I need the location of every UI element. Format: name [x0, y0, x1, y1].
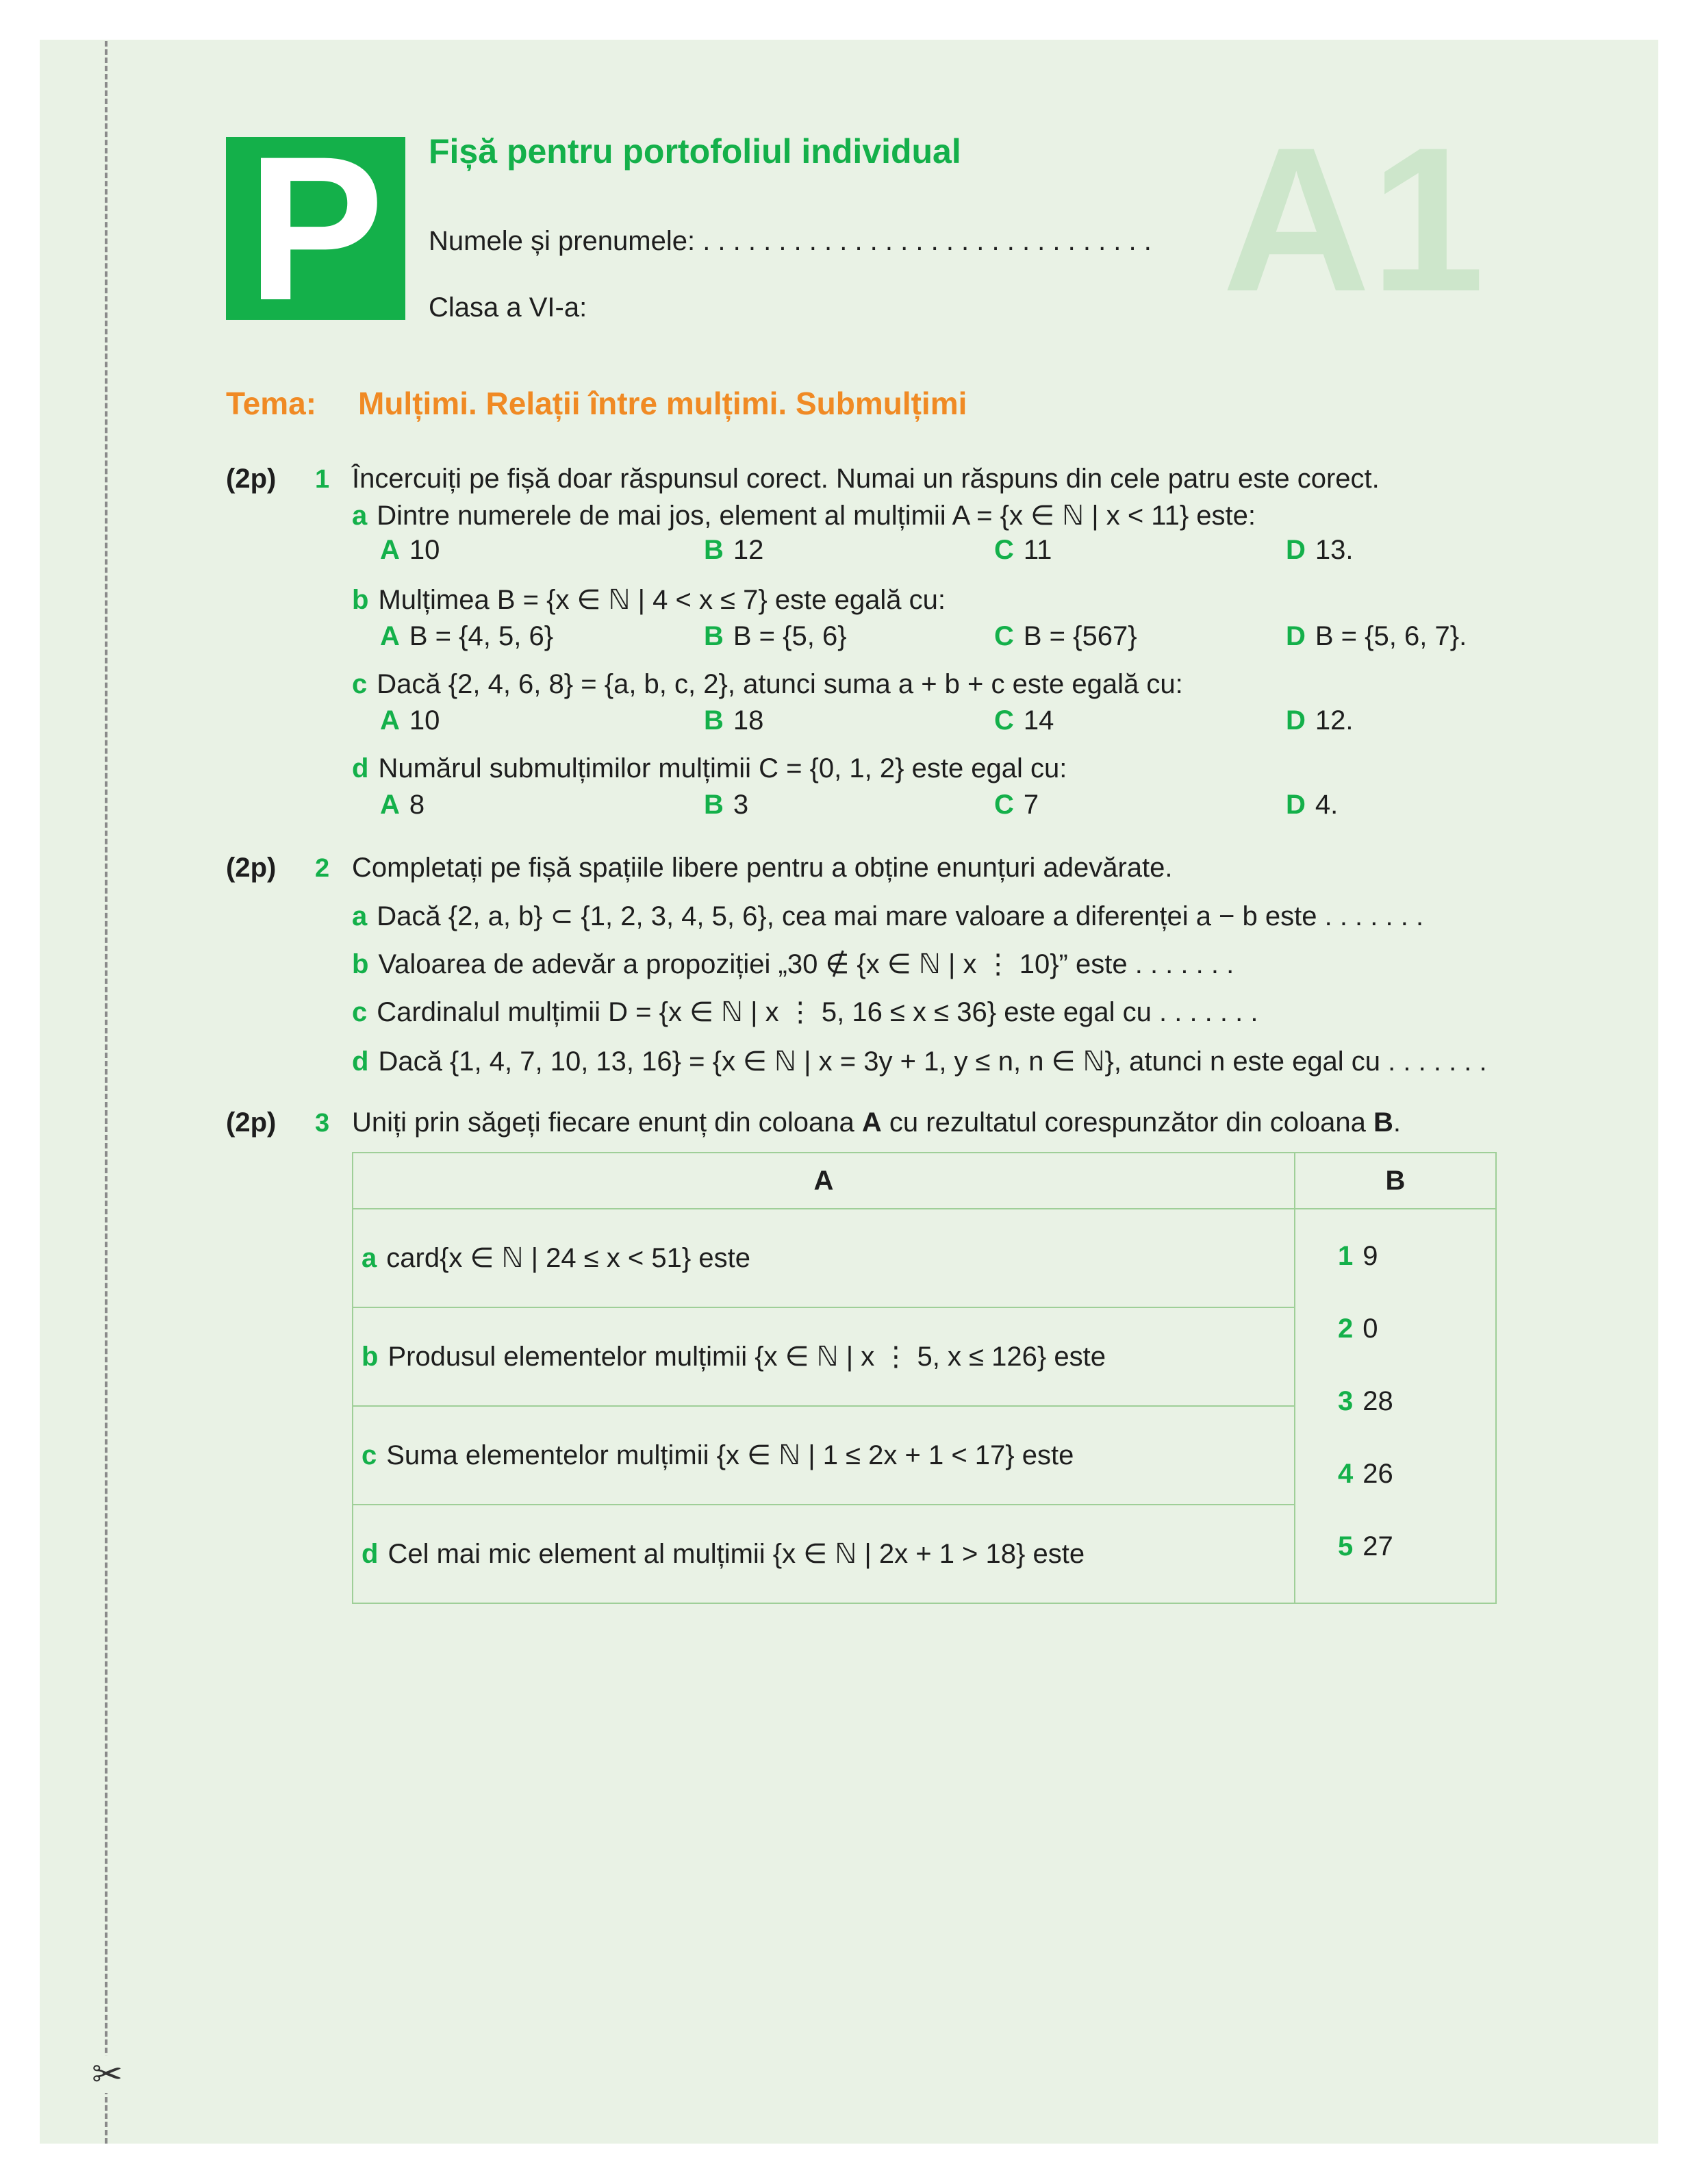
class-label: Clasa a VI-a:: [429, 292, 587, 323]
theme-label: Tema:: [226, 386, 317, 421]
page-title: Fișă pentru portofoliul individual: [429, 132, 961, 171]
sub-question-a: a Dintre numerele de mai jos, element al mulțimii A = {x ∈ ℕ | x < 11} este:: [352, 501, 1256, 531]
points: (2p): [226, 464, 277, 494]
answer-option[interactable]: C B = {567}: [994, 621, 1137, 651]
answer-option[interactable]: A 10: [380, 535, 440, 565]
sub-question-c: c Dacă {2, 4, 6, 8} = {a, b, c, 2}, atunci suma a + b + c este egală cu:: [352, 669, 1183, 699]
name-blank: . . . . . . . . . . . . . . . . . . . . . . . . . . . . . .: [702, 226, 1152, 256]
answer-option[interactable]: C 7: [994, 790, 1039, 820]
answer-option[interactable]: D 13.: [1286, 535, 1354, 565]
table-row-c: c Suma elementelor mulțimii {x ∈ ℕ | 1 ≤ 2x + 1 < 17} este: [353, 1406, 1295, 1505]
sub-question-b: b Mulțimea B = {x ∈ ℕ | 4 < x ≤ 7} este egală cu:: [352, 585, 946, 615]
fill-in-d: d Dacă {1, 4, 7, 10, 13, 16} = {x ∈ ℕ | x = 3y + 1, y ≤ n, n ∈ ℕ}, atunci n este egal cu . . . . . . .: [352, 1046, 1487, 1077]
question-number: 3: [315, 1109, 330, 1138]
column-b-item: 2 0: [1338, 1314, 1378, 1344]
cut-line: [105, 41, 107, 2144]
sub-question-d: d Numărul submulțimilor mulțimii C = {0, 1, 2} este egal cu:: [352, 753, 1067, 783]
column-a-header: A: [353, 1153, 1295, 1209]
answer-option[interactable]: A B = {4, 5, 6}: [380, 621, 554, 651]
name-field: [429, 226, 1152, 257]
worksheet-code: A1: [1222, 104, 1485, 334]
answer-option[interactable]: B 18: [704, 705, 764, 736]
answer-option[interactable]: C 14: [994, 705, 1054, 736]
table-row-b: b Produsul elementelor mulțimii {x ∈ ℕ | x ⋮ 5, x ≤ 126} este: [353, 1307, 1295, 1406]
column-b-item: 1 9: [1338, 1241, 1378, 1271]
fill-in-b: b Valoarea de adevăr a propoziției „30 ∉ {x ∈ ℕ | x ⋮ 10}” este . . . . . . .: [352, 949, 1234, 979]
points: (2p): [226, 853, 277, 883]
column-b-item: 4 26: [1338, 1459, 1393, 1489]
column-b-items: [1295, 1209, 1496, 1603]
answer-option[interactable]: D 12.: [1286, 705, 1354, 736]
name-label: Numele și prenumele:: [429, 226, 696, 256]
column-b-header: B: [1295, 1153, 1496, 1209]
answer-option[interactable]: D 4.: [1286, 790, 1339, 820]
fill-in-a: a Dacă {2, a, b} ⊂ {1, 2, 3, 4, 5, 6}, cea mai mare valoare a diferenței a − b este . . . . . . .: [352, 901, 1424, 931]
table-row-a: a card{x ∈ ℕ | 24 ≤ x < 51} este: [353, 1209, 1295, 1307]
scissors-icon: ✂: [92, 2054, 123, 2095]
matching-table: [352, 1152, 1497, 1604]
question-text: Completați pe fișă spațiile libere pentru a obține enunțuri adevărate.: [352, 853, 1173, 883]
question-number: 1: [315, 465, 330, 494]
question-text: Uniți prin săgeți fiecare enunț din coloana A cu rezultatul corespunzător din coloana B.: [352, 1107, 1402, 1138]
fill-in-c: c Cardinalul mulțimii D = {x ∈ ℕ | x ⋮ 5, 16 ≤ x ≤ 36} este egal cu . . . . . . .: [352, 997, 1258, 1027]
answer-option[interactable]: A 8: [380, 790, 425, 820]
answer-option[interactable]: C 11: [994, 535, 1052, 565]
column-b-item: 5 27: [1338, 1531, 1393, 1561]
question-text: Încercuiți pe fișă doar răspunsul corect. Numai un răspuns din cele patru este corect.: [352, 464, 1380, 494]
worksheet-background: [40, 40, 1658, 2144]
answer-option[interactable]: B B = {5, 6}: [704, 621, 847, 651]
theme-title: Mulțimi. Relații între mulțimi. Submulțimi: [358, 386, 967, 421]
points: (2p): [226, 1107, 277, 1138]
column-b-item: 3 28: [1338, 1386, 1393, 1416]
question-number: 2: [315, 854, 330, 883]
portfolio-logo: P: [226, 137, 405, 320]
answer-option[interactable]: D B = {5, 6, 7}.: [1286, 621, 1467, 651]
answer-option[interactable]: B 3: [704, 790, 749, 820]
answer-option[interactable]: B 12: [704, 535, 764, 565]
answer-option[interactable]: A 10: [380, 705, 440, 736]
table-row-d: d Cel mai mic element al mulțimii {x ∈ ℕ | 2x + 1 > 18} este: [353, 1505, 1295, 1603]
